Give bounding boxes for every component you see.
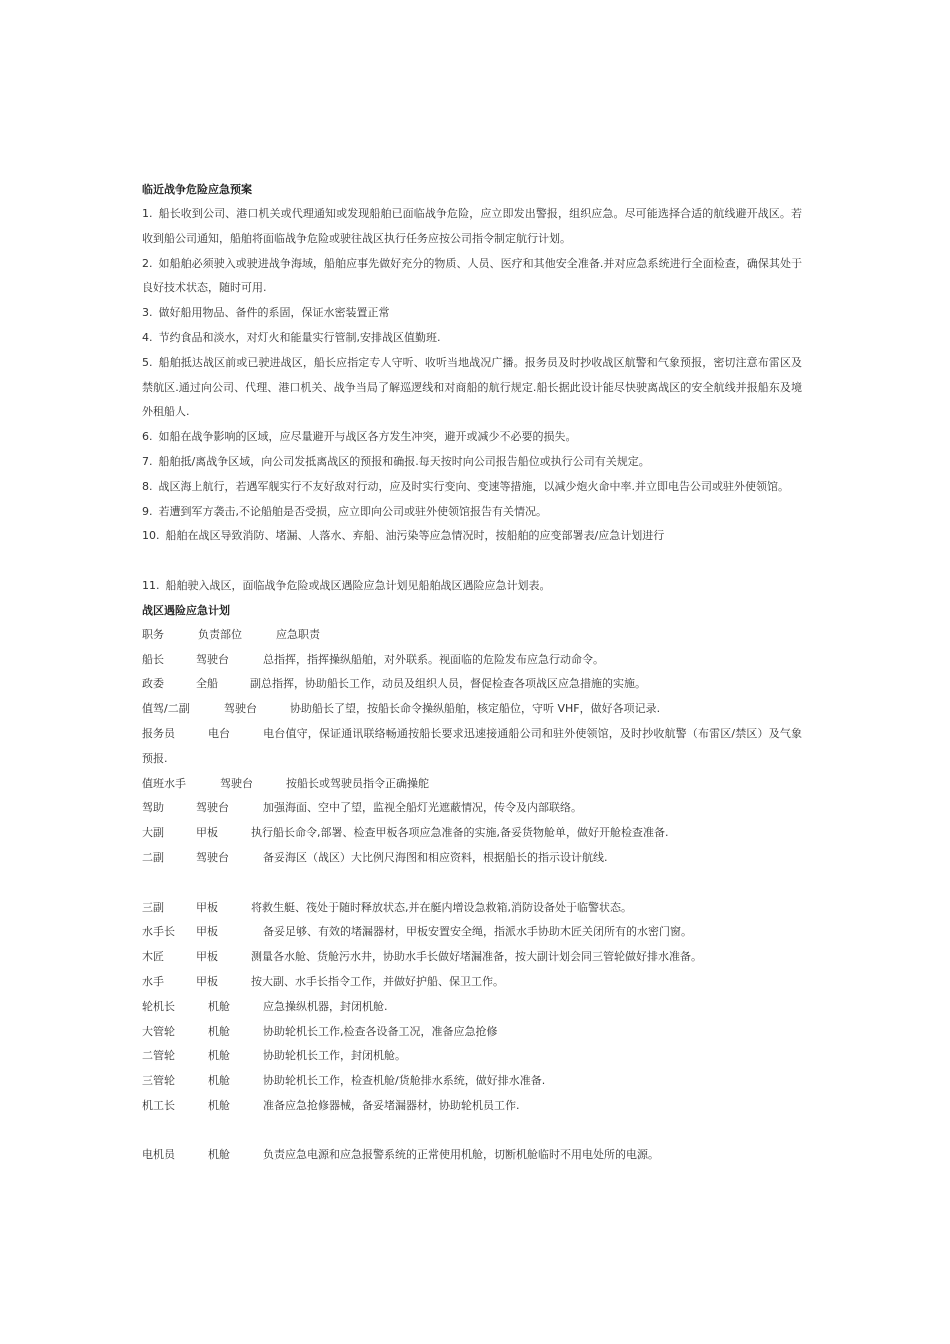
item-text: 船舶在战区导致消防、堵漏、人落水、弃船、油污染等应急情况时，按船舶的应变部署表/应急计划进行 xyxy=(165,529,665,543)
item-number: 9. xyxy=(142,504,153,518)
table-row xyxy=(142,648,802,673)
item-text: 船舶抵达战区前或已驶进战区，船长应指定专人守听、收听当地战况广播。报务员及时抄收战区航警和气象预报，密切注意布雷区及禁航区.通过向公司、代理、港口机关、战争当局了解巡逻线和对商船的航行规定.船长据此设计能尽快驶离战区的安全航线并报船东及境外租船人. xyxy=(142,355,802,419)
item-text: 船长收到公司、港口机关或代理通知或发现船舶已面临战争危险，应立即发出警报，组织应急。尽可能选择合适的航线避开战区。若收到船公司通知，船舶将面临战争危险或驶往战区执行任务应按公司指令制定航行计划。 xyxy=(142,207,802,245)
row-dept: 驾驶台 xyxy=(224,702,257,716)
list-item xyxy=(142,252,802,302)
row-duty: 副总指挥，协助船长工作，动员及组织人员，督促检查各项战区应急措施的实施。 xyxy=(250,677,646,691)
row-role: 机工长 xyxy=(142,1098,175,1112)
row-role: 大管轮 xyxy=(142,1024,175,1038)
blank-line xyxy=(142,549,802,574)
row-duty: 协助轮机长工作,检查各设备工况，准备应急抢修 xyxy=(263,1024,498,1038)
header-duty: 应急职责 xyxy=(276,627,320,641)
plan-title: 战区遇险应急计划 xyxy=(142,603,230,617)
row-role: 电机员 xyxy=(142,1148,175,1162)
table-row xyxy=(142,796,802,821)
item-number: 5. xyxy=(142,355,153,369)
row-role: 政委 xyxy=(142,677,164,691)
item-text: 如船舶必须驶入或驶进战争海域，船舶应事先做好充分的物质、人员、医疗和其他安全准备.并对应急系统进行全面检查，确保其处于良好技术状态，随时可用. xyxy=(142,256,802,295)
row-role: 值驾/二副 xyxy=(142,702,190,716)
row-duty: 应急操纵机器，封闭机舱. xyxy=(263,999,388,1013)
row-duty: 电台值守，保证通讯联络畅通按船长要求迅速接通船公司和驻外使领馆，及时抄收航警（布雷区/禁区）及气象预报. xyxy=(142,726,802,765)
table-row xyxy=(142,995,802,1020)
row-dept: 机舱 xyxy=(208,1024,230,1038)
table-row xyxy=(142,1044,802,1069)
item-number: 10. xyxy=(142,529,160,543)
row-duty: 协助轮机长工作，检查机舱/货舱排水系统，做好排水准备. xyxy=(263,1074,546,1088)
row-duty: 准备应急抢修器械，备妥堵漏器材，协助轮机员工作. xyxy=(263,1098,520,1112)
list-item xyxy=(142,500,802,525)
table-row xyxy=(142,1143,802,1168)
table-row xyxy=(142,920,802,945)
row-role: 水手长 xyxy=(142,925,175,939)
table-row xyxy=(142,846,802,871)
item-number: 4. xyxy=(142,330,153,344)
item-number: 2. xyxy=(142,256,153,270)
header-role: 职务 xyxy=(142,627,164,641)
table-row xyxy=(142,1069,802,1094)
table-row xyxy=(142,1094,802,1119)
row-duty: 备妥足够、有效的堵漏器材，甲板安置安全绳，指派水手协助木匠关闭所有的水密门窗。 xyxy=(263,925,692,939)
row-role: 船长 xyxy=(142,652,164,666)
row-role: 报务员 xyxy=(142,726,175,740)
table-row xyxy=(142,772,802,797)
list-item xyxy=(142,351,802,425)
row-duty: 协助轮机长工作，封闭机舱。 xyxy=(263,1049,406,1063)
row-dept: 驾驶台 xyxy=(196,801,229,815)
row-duty: 总指挥，指挥操纵船舶，对外联系。视面临的危险发布应急行动命令。 xyxy=(263,652,604,666)
row-dept: 机舱 xyxy=(208,1074,230,1088)
row-duty: 按大副、水手长指令工作，并做好护船、保卫工作。 xyxy=(251,974,504,988)
item-text: 船舶驶入战区，面临战争危险或战区遇险应急计划见船舶战区遇险应急计划表。 xyxy=(165,578,551,592)
row-role: 水手 xyxy=(142,974,164,988)
row-dept: 驾驶台 xyxy=(196,652,229,666)
list-item xyxy=(142,202,802,252)
row-dept: 甲板 xyxy=(196,900,218,914)
blank-line xyxy=(142,1119,802,1144)
row-role: 二管轮 xyxy=(142,1049,175,1063)
item-number: 11. xyxy=(142,578,160,592)
item-number: 6. xyxy=(142,430,153,444)
row-dept: 驾驶台 xyxy=(220,776,253,790)
row-role: 三管轮 xyxy=(142,1074,175,1088)
table-row xyxy=(142,945,802,970)
row-dept: 甲板 xyxy=(196,974,218,988)
table-row xyxy=(142,970,802,995)
item-text: 做好船用物品、备件的系固，保证水密装置正常 xyxy=(158,306,390,320)
item-number: 7. xyxy=(142,454,153,468)
row-duty: 加强海面、空中了望，监视全船灯光遮蔽情况，传令及内部联络。 xyxy=(263,801,582,815)
table-row xyxy=(142,697,802,722)
list-item xyxy=(142,301,802,326)
row-dept: 全船 xyxy=(196,677,218,691)
item-text: 若遭到军方袭击,不论船舶是否受损，应立即向公司或驻外使领馆报告有关情况。 xyxy=(158,504,547,518)
row-duty: 执行船长命令,部署、检查甲板各项应急准备的实施,备妥货物舱单，做好开舱检查准备. xyxy=(251,826,669,840)
row-dept: 甲板 xyxy=(196,826,218,840)
row-dept: 驾驶台 xyxy=(196,850,229,864)
row-dept: 机舱 xyxy=(208,1148,230,1162)
item-text: 如船在战争影响的区域，应尽量避开与战区各方发生冲突，避开或减少不必要的损失。 xyxy=(158,430,577,444)
list-item xyxy=(142,326,802,351)
row-role: 轮机长 xyxy=(142,999,175,1013)
item-text: 节约食品和淡水，对灯火和能量实行管制,安排战区值勤班. xyxy=(158,330,441,344)
table-row xyxy=(142,672,802,697)
row-duty: 测量各水舱、货舱污水井，协助水手长做好堵漏准备，按大副计划会同三管轮做好排水准备。 xyxy=(251,950,702,964)
row-duty: 协助船长了望，按船长命令操纵船舶，核定船位，守听 VHF，做好各项记录. xyxy=(290,702,661,716)
table-row xyxy=(142,722,802,772)
document-title: 临近战争危险应急预案 xyxy=(142,183,252,196)
row-dept: 电台 xyxy=(208,726,230,740)
blank-line xyxy=(142,871,802,896)
list-item xyxy=(142,450,802,475)
row-role: 三副 xyxy=(142,900,164,914)
list-item xyxy=(142,425,802,450)
item-text: 船舶抵/离战争区域，向公司发抵离战区的预报和确报.每天按时向公司报告船位或执行公司有关规定。 xyxy=(158,454,650,468)
row-role: 二副 xyxy=(142,850,164,864)
table-header xyxy=(142,623,802,648)
table-row xyxy=(142,821,802,846)
row-dept: 甲板 xyxy=(196,925,218,939)
item-number: 1. xyxy=(142,207,153,220)
item-number: 8. xyxy=(142,479,153,493)
row-duty: 负责应急电源和应急报警系统的正常使用机舱，切断机舱临时不用电处所的电源。 xyxy=(263,1148,659,1162)
row-role: 驾助 xyxy=(142,801,164,815)
list-item xyxy=(142,524,802,549)
row-role: 值班水手 xyxy=(142,776,186,790)
table-row xyxy=(142,896,802,921)
header-dept: 负责部位 xyxy=(198,627,242,641)
row-duty: 按船长或驾驶员指令正确操舵 xyxy=(286,776,429,790)
row-duty: 将救生艇、筏处于随时释放状态,并在艇内增设急救箱,消防设备处于临警状态。 xyxy=(251,900,632,914)
row-duty: 备妥海区（战区）大比例尺海图和相应资料，根据船长的指示设计航线. xyxy=(263,850,608,864)
row-role: 大副 xyxy=(142,826,164,840)
row-dept: 甲板 xyxy=(196,950,218,964)
row-dept: 机舱 xyxy=(208,999,230,1013)
table-row xyxy=(142,1020,802,1045)
row-dept: 机舱 xyxy=(208,1098,230,1112)
list-item xyxy=(142,475,802,500)
item-text: 战区海上航行，若遇军舰实行不友好敌对行动，应及时实行变向、变速等措施，以减少炮火命中率.并立即电告公司或驻外使领馆。 xyxy=(158,479,789,493)
row-dept: 机舱 xyxy=(208,1049,230,1063)
row-role: 木匠 xyxy=(142,950,164,964)
item-number: 3. xyxy=(142,306,153,320)
list-item xyxy=(142,574,802,599)
document-body xyxy=(142,178,802,1168)
